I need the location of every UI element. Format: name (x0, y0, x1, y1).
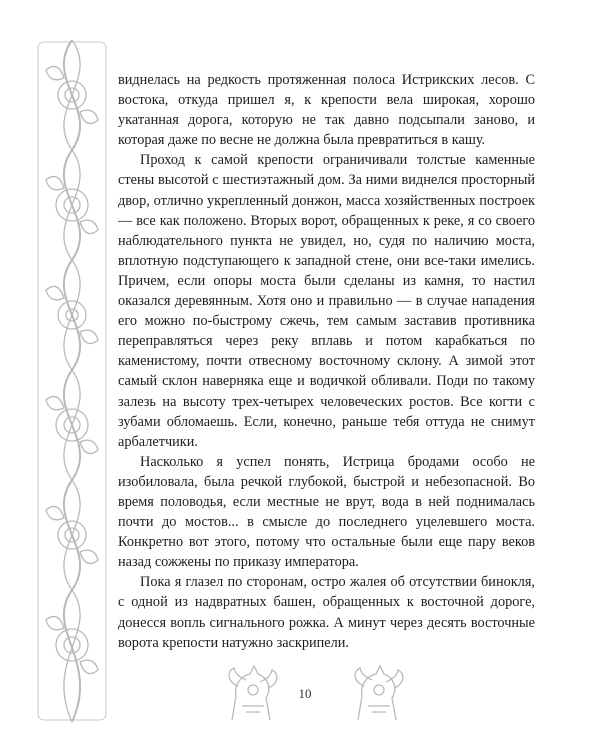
griffin-emblem-right (350, 662, 408, 724)
paragraph: виднелась на редкость протяженная полоса Истрикских лесов. С востока, откуда пришел я, к крепости вела широкая, хорошо укатанная дорога, которую не так давно подсыпали заново, и которая даже по весне не должна была превратиться в кашу. (118, 72, 535, 149)
paragraph: Проход к самой крепости ограничивали толстые каменные стены высотой с шестиэтажный дом. За ними виднелся просторный двор, отлично укрепленный донжон, масса хозяйственных построек — все как положено. Вторых ворот, обращенных к реке, я со своего наблюдательного пункта не увидел, но, судя по наличию моста, вплотную подступающего к западной стене, они все-таки имелись. Причем, если опоры моста были сделаны из камня, то настил оказался деревянным. Хотя оно и правильно — в случае нападения его можно по-быстрому сжечь, тем самым заставив противника переправляться через реку вплавь и потом карабкаться по каменистому, почти отвесному восточному склону. А зимой этот самый склон наверняка еще и водичкой обливали. Поди по такому залезь на высоту трех-четырех человеческих ростов. Все когти с зубами обломаешь. Если, конечно, раньше тебя оттуда не снимут арбалетчики. (118, 152, 535, 450)
griffin-emblem-left (224, 662, 282, 724)
paragraph: Пока я глазел по сторонам, остро жалея об отсутствии бинокля, с одной из надвратных башен, обращенных к восточной дороге, донесся вопль сигнального рожка. А минут через десять восточные ворота крепости натужно заскрипели. (118, 574, 535, 651)
paragraph: Насколько я успел понять, Истрица бродами особо не изобиловала, была речкой глубокой, быстрой и небезопасной. Во время половодья, если местные не врут, вода в ней поднималась почти до мостов... в смысле до последнего уцелевшего моста. Конкретно вот этого, потому что остальные были еще пару веков назад сожжены по приказу императора. (118, 453, 535, 571)
floral-border-ornament (36, 40, 108, 722)
page-number: 10 (298, 686, 312, 701)
page-body-text (118, 70, 535, 653)
